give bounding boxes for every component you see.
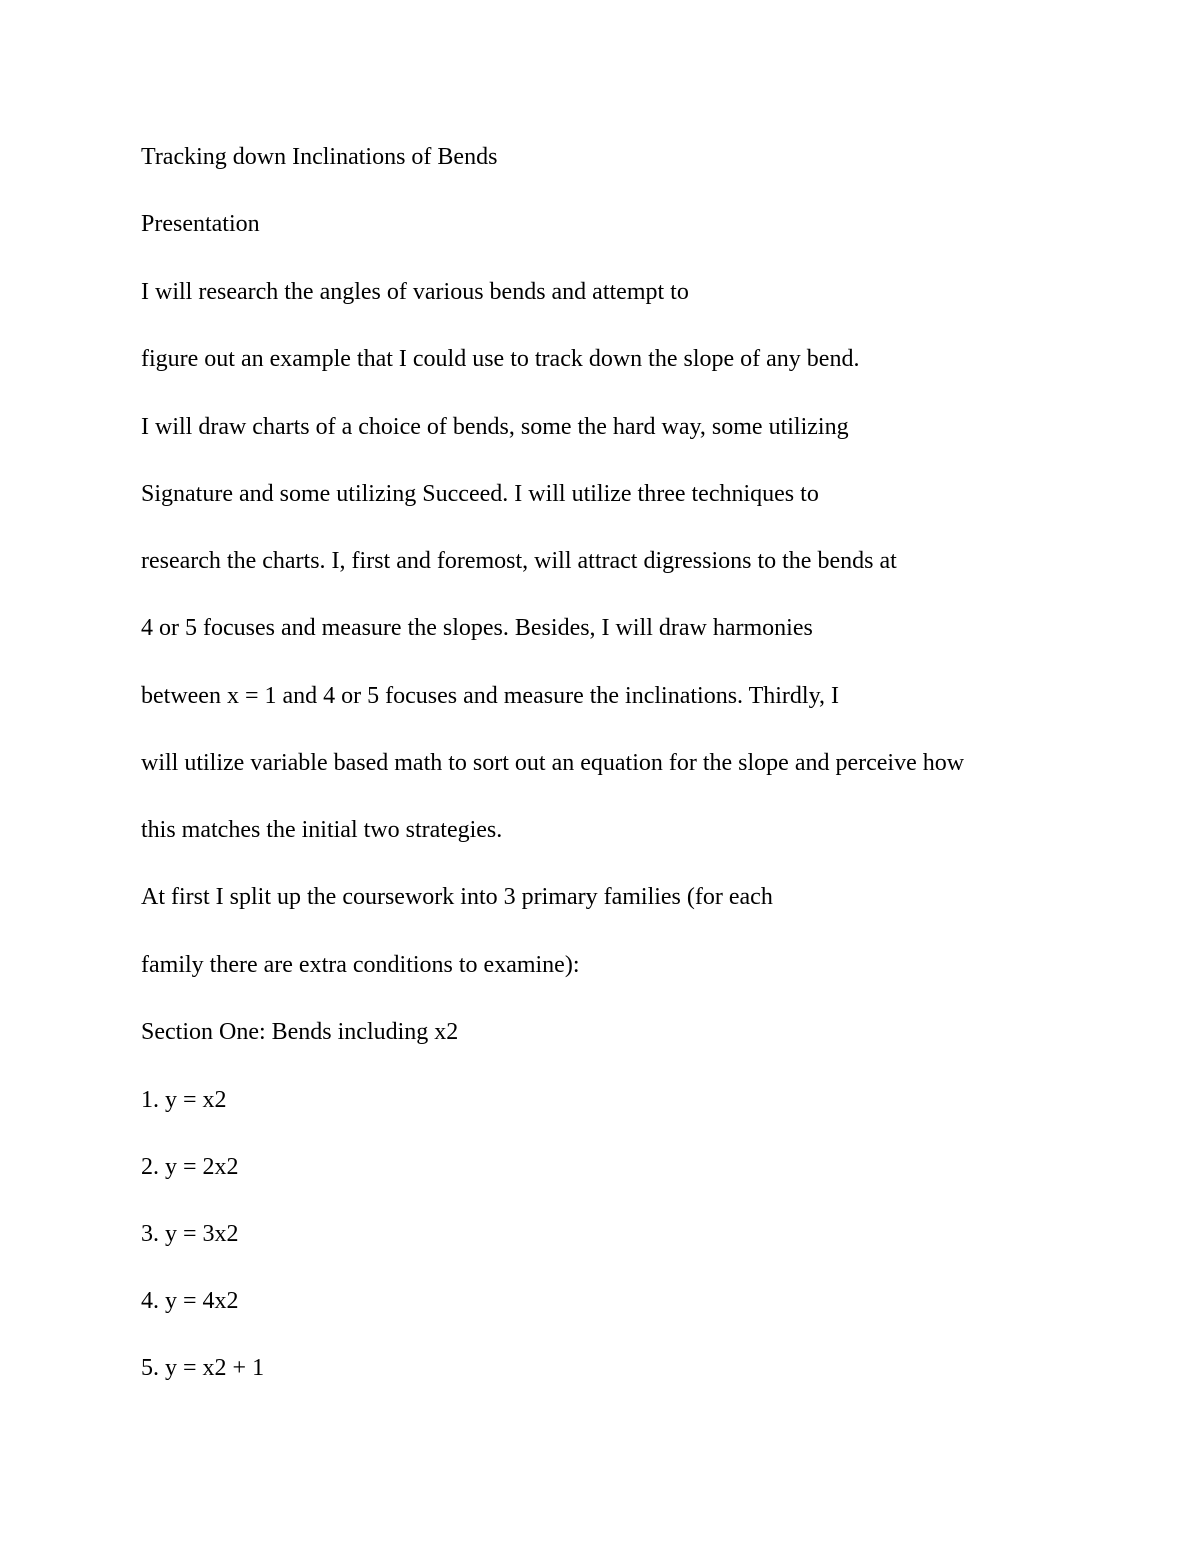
paragraph-line: I will research the angles of various bends and attempt to [141, 279, 689, 305]
equation-item: 2. y = 2x2 [141, 1154, 239, 1180]
paragraph-line: research the charts. I, first and foremost, will attract digressions to the bends at [141, 548, 897, 574]
paragraph-line: will utilize variable based math to sort out an equation for the slope and perceive how [141, 750, 965, 776]
paragraph-line: between x = 1 and 4 or 5 focuses and measure the inclinations. Thirdly, I [141, 683, 840, 709]
paragraph-line: this matches the initial two strategies. [141, 817, 503, 843]
paragraph-line: figure out an example that I could use to track down the slope of any bend. [141, 346, 860, 372]
paragraph-line: At first I split up the coursework into 3 primary families (for each [141, 884, 773, 910]
paragraph-line: Signature and some utilizing Succeed. I will utilize three techniques to [141, 481, 819, 507]
equation-item: 1. y = x2 [141, 1087, 227, 1113]
section-one-title: Section One: Bends including x2 [141, 1019, 459, 1045]
section-heading: Presentation [141, 211, 260, 237]
document-title: Tracking down Inclinations of Bends [141, 144, 498, 170]
equation-item: 3. y = 3x2 [141, 1221, 239, 1247]
paragraph-line: I will draw charts of a choice of bends, some the hard way, some utilizing [141, 414, 849, 440]
equation-item: 4. y = 4x2 [141, 1288, 239, 1314]
paragraph-line: family there are extra conditions to examine): [141, 952, 580, 978]
equation-item: 5. y = x2 + 1 [141, 1355, 265, 1381]
paragraph-line: 4 or 5 focuses and measure the slopes. Besides, I will draw harmonies [141, 615, 813, 641]
